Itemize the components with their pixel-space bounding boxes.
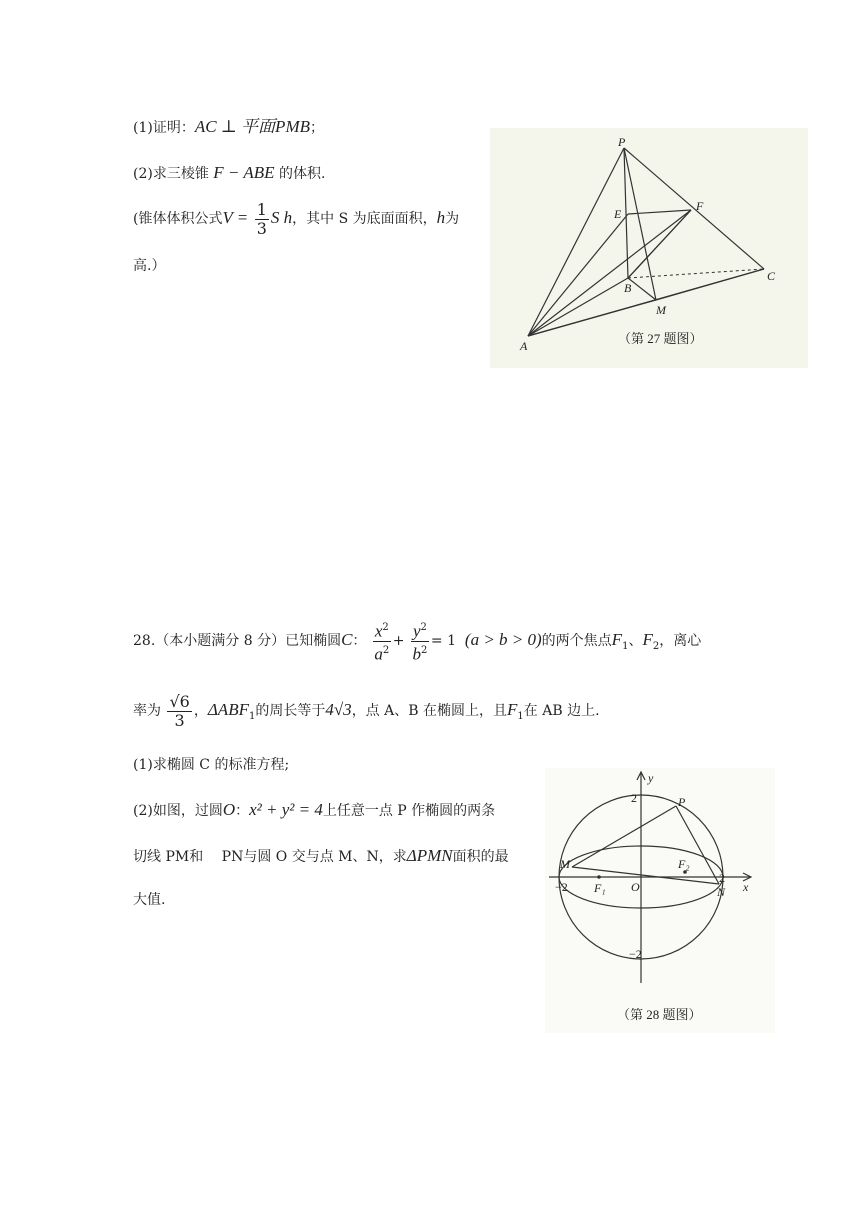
figure-27-caption: （第 27 题图） — [618, 331, 703, 346]
q28-frac-y: $\frac{y^2}{b^2}$ — [411, 619, 429, 663]
q27-formula-fraction: $\frac{1}{3}$ — [256, 199, 267, 238]
figure-28 — [545, 768, 775, 1033]
label-y: y — [648, 771, 654, 785]
edge-BC-dashed — [628, 269, 764, 278]
edge-EA — [528, 214, 628, 336]
figure-28-caption: （第 28 题图） — [617, 1007, 702, 1022]
label-neg-two-left: −2 — [555, 880, 568, 894]
edge-FA — [528, 210, 691, 336]
point-F1 — [597, 875, 601, 879]
q28-frac-ecc: $\frac{√6}{3}$ — [169, 691, 190, 730]
q28-part2: (2)如图，过圆O：x² + y² = 4上任意一点 P 作椭圆的两条 — [133, 800, 496, 819]
q27-formula-line2: 高.） — [133, 258, 166, 274]
edge-BF2 — [628, 210, 691, 278]
label-P: P — [618, 135, 626, 149]
edge-MC — [656, 269, 764, 300]
label-E: E — [614, 207, 622, 221]
label-two-right: 2 — [719, 871, 725, 885]
label-A: A — [520, 339, 528, 353]
figure-28-svg — [545, 768, 775, 1033]
label-x: x — [743, 880, 749, 894]
edge-PC — [624, 148, 764, 269]
q27-part2: (2)求三棱锥 F − ABE 的体积. — [133, 163, 326, 182]
label-F: F — [696, 199, 704, 213]
q28-frac-x: $\frac{x^2}{a^2}$ — [373, 619, 391, 663]
label-neg-two-bottom: −2 — [629, 947, 642, 961]
figure-27 — [490, 128, 808, 368]
label-N: N — [717, 885, 726, 899]
label-F2: F₂ — [678, 857, 690, 871]
q27-part2-expr: F − ABE — [213, 163, 275, 182]
label-M: M — [656, 303, 666, 317]
q28-stem-line1: 28.（本小题满分 8 分）已知椭圆C： $\frac{x^2}{a^2}$ + $\frac{y^2}{b^2}$ = 1 (a > b > 0)的两个焦点$F_1$、$F_2$，离心 — [133, 618, 701, 669]
q27-part1-expr: AC ⊥ 平面PMB — [194, 117, 310, 136]
q27-formula: (锥体体积公式V = $\frac{1}{3}$ S h，其中 S 为底面面积，h为 — [133, 199, 460, 238]
figure-27-svg — [490, 128, 808, 368]
label-C: C — [767, 269, 776, 283]
label-F1: F₁ — [594, 881, 606, 895]
q27-part1: (1)证明：AC ⊥ 平面PMB； — [133, 117, 324, 136]
label-P: P — [678, 795, 686, 809]
label-O: O — [631, 880, 640, 894]
q28-part2-line3: 大值. — [133, 892, 166, 908]
label-M: M — [560, 857, 570, 871]
q28-part2-line2: 切线 PM和 PN与圆 O 交与点 M、N，求ΔPMN面积的最 — [133, 846, 509, 865]
label-two-top: 2 — [631, 791, 637, 805]
q28-stem-line2: 率为 $\frac{√6}{3}$ ，$\Delta ABF_1$的周长等于4√3，点 A、B 在椭圆上，且$F_1$在 AB 边上. — [133, 691, 600, 730]
q28-part1: (1)求椭圆 C 的标准方程; — [133, 757, 290, 773]
label-B: B — [624, 281, 632, 295]
